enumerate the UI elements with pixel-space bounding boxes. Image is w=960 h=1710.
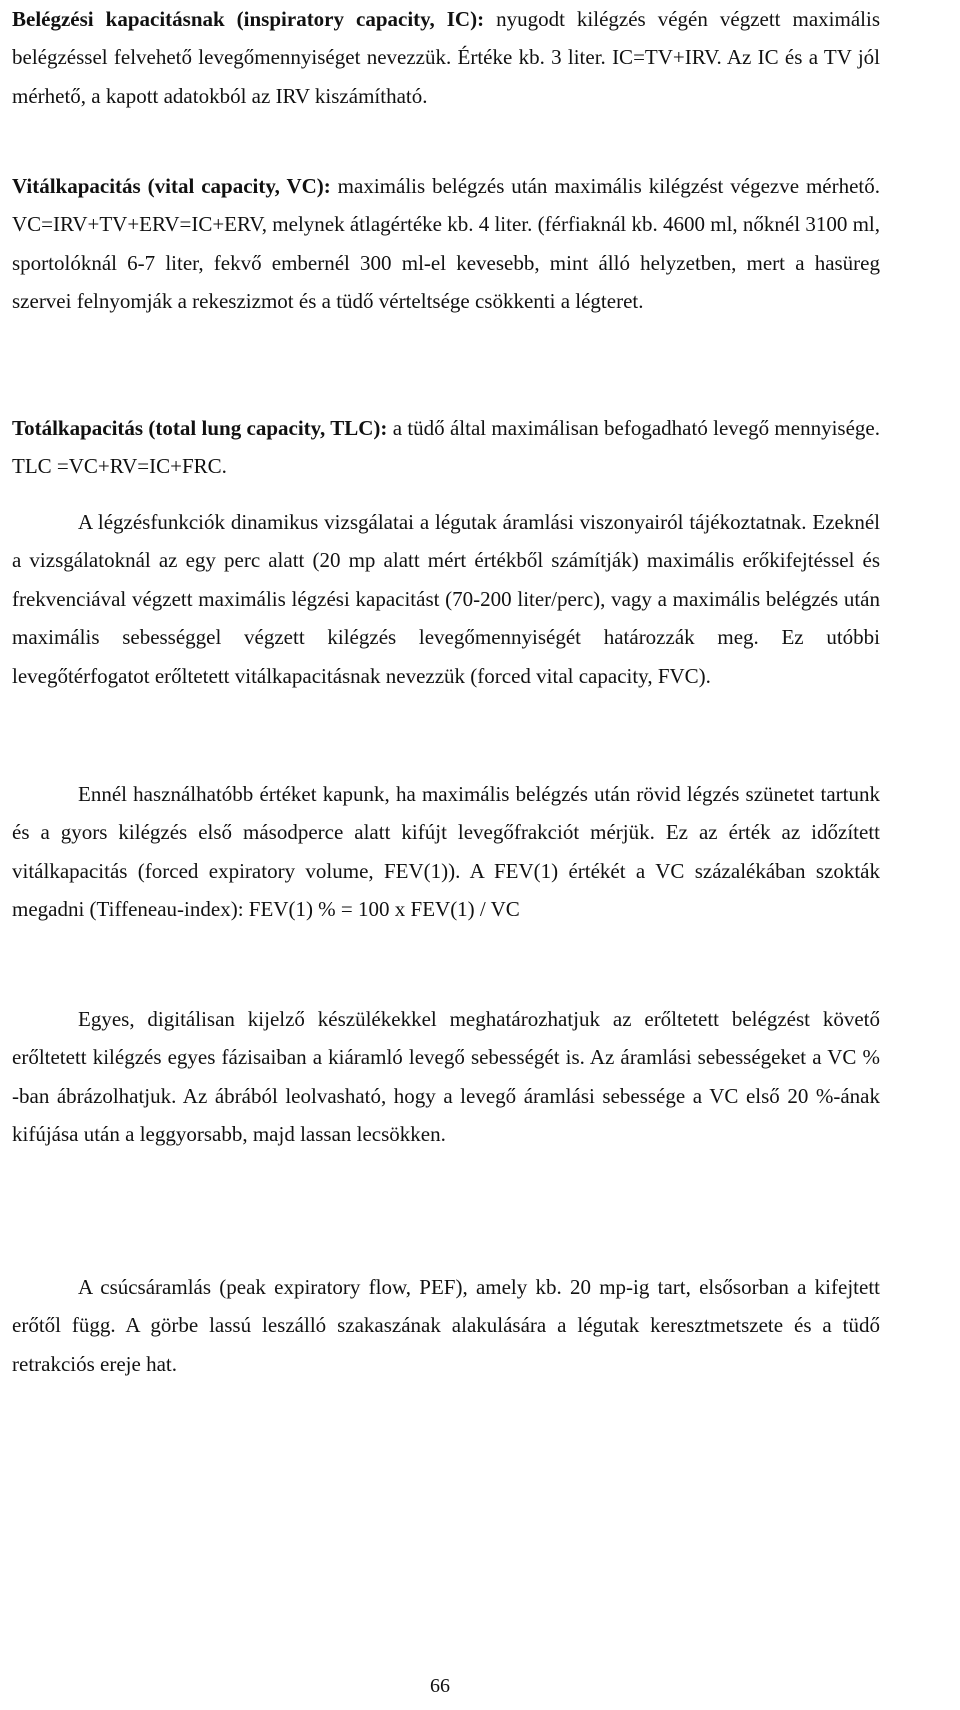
paragraph-peak-flow: A csúcsáramlás (peak expiratory flow, PEF), amely kb. 20 mp-ig tart, elsősorban a kifejtett erőtől függ. A görbe lassú leszálló szakaszának alakulására a légutak keresztmetszete és a tüdő retrakciós ereje hat. [12, 1275, 880, 1376]
term-total-lung-capacity: Totálkapacitás (total lung capacity, TLC): [12, 416, 388, 440]
paragraph-total-lung-capacity [12, 409, 880, 486]
paragraph-fev1: Ennél használhatóbb értéket kapunk, ha maximális belégzés után rövid légzés szünetet tartunk és a gyors kilégzés első másodperce alatt kifújt levegőfrakciót mérjük. Ez az érték az időzített vitálkapacitás (forced expiratory volume, FEV(1)). A FEV(1) értékét a VC százalékában szokták megadni (Tiffeneau-index): FEV(1) % = 100 x FEV(1) / VC [12, 782, 880, 922]
term-inspiratory-capacity: Belégzési kapacitásnak (inspiratory capacity, IC): [12, 7, 485, 31]
page-number: 66 [430, 1675, 450, 1697]
paragraph-text: nyugodt kilégzés végén végzett maximális belégzéssel felvehető levegőmennyiséget nevezzük. Értéke kb. 3 liter. IC=TV+IRV. Az IC és a TV jól mérhető, a kapott adatokból az IRV kiszámítható. [12, 7, 880, 108]
paragraph-flow-rates: Egyes, digitálisan kijelző készülékekkel meghatározhatjuk az erőltetett belégzést követő erőltetett kilégzés egyes fázisaiban a kiáramló levegő sebességét is. Az áramlási sebességeket a VC % -ban ábrázolhatjuk. Az ábrából leolvasható, hogy a levegő áramlási sebessége a VC első 20 %-ának kifújása után a leggyorsabb, majd lassan lecsökken. [12, 1007, 880, 1147]
paragraph-inspiratory-capacity [12, 0, 880, 115]
term-vital-capacity: Vitálkapacitás (vital capacity, VC): [12, 174, 331, 198]
paragraph-vital-capacity [12, 167, 880, 321]
paragraph-text: maximális belégzés után maximális kilégzést végezve mérhető. VC=IRV+TV+ERV=IC+ERV, melynek átlagértéke kb. 4 liter. (férfiaknál kb. 4600 ml, nőknél 3100 ml, sportolóknál 6-7 liter, fekvő embernél 300 ml-el kevesebb, mint álló helyzetben, mert a hasüreg szervei felnyomják a rekeszizmot és a tüdő vérteltsége csökkenti a légteret. [12, 174, 880, 314]
paragraph-dynamic-tests: A légzésfunkciók dinamikus vizsgálatai a légutak áramlási viszonyairól tájékoztatnak. Ezeknél a vizsgálatoknál az egy perc alatt (20 mp alatt mért értékből számítják) maximális erőkifejtéssel és frekvenciával végzett maximális légzési kapacitást (70-200 liter/perc), vagy a maximális belégzés után maximális sebességgel végzett kilégzés levegőmennyiségét határozzák meg. Ez utóbbi levegőtérfogatot erőltetett vitálkapacitásnak nevezzük (forced vital capacity, FVC). [12, 510, 880, 688]
paragraph-text: a tüdő által maximálisan befogadható levegő mennyisége. TLC =VC+RV=IC+FRC. [12, 416, 880, 479]
